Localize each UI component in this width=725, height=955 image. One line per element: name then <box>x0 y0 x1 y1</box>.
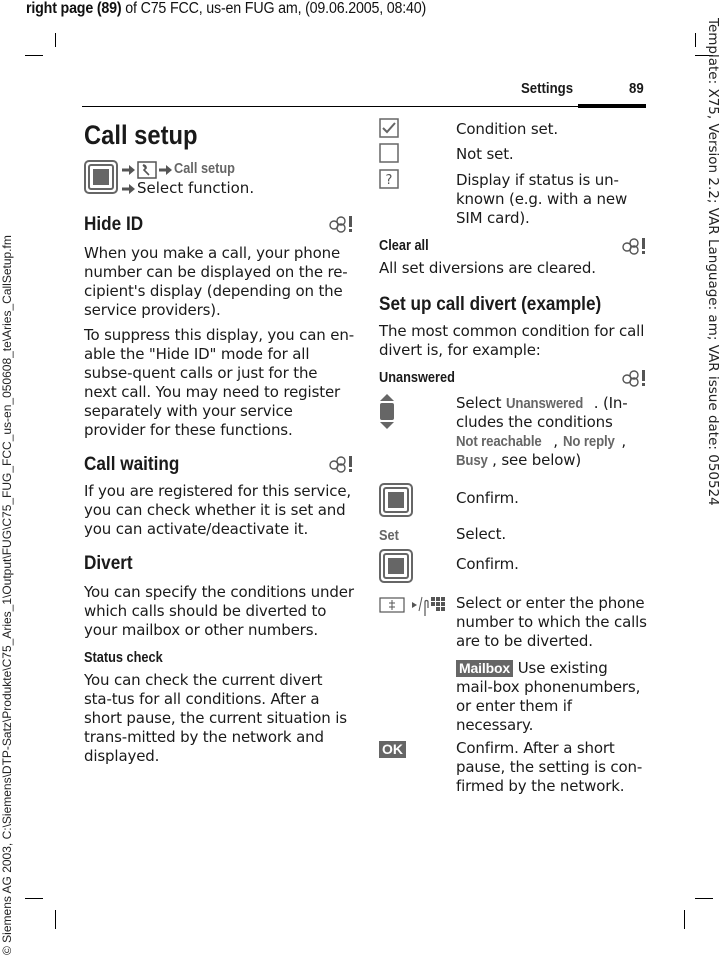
heading-divert: Divert <box>84 552 133 574</box>
checkbox-unknown-icon <box>379 169 399 189</box>
checkbox-checked-icon <box>379 118 399 138</box>
legend-row: ? Display if status is un-known (e.g. with a new SIM card). <box>379 169 647 228</box>
crop-mark <box>25 898 43 899</box>
network-service-icon <box>619 236 649 256</box>
heading-hide-id: Hide ID <box>84 212 354 236</box>
nav-center-key-icon <box>379 483 413 517</box>
crop-mark <box>55 33 56 47</box>
softkey-mailbox: Mailbox <box>456 660 513 677</box>
left-column <box>84 118 354 766</box>
heading-setup-example: Set up call divert (example) <box>379 293 602 315</box>
nav-instruction: Select function. <box>137 179 255 197</box>
legend-row: Not set. <box>379 143 647 169</box>
crop-mark <box>55 910 56 929</box>
crop-mark <box>684 910 685 929</box>
header-rule-accent <box>578 104 646 108</box>
arrow-right-icon <box>122 164 135 176</box>
print-job-header: right page (89) of C75 FCC, us-en FUG am, (09.06.2005, 08:40) <box>26 0 427 17</box>
softkey-set: Set <box>379 528 399 544</box>
settings-wrench-icon <box>137 161 157 179</box>
status-check-paragraph: You can check the current divert sta-tus for all conditions. After a short pause, the current situation is trans-mitted by the network and displayed. <box>84 671 347 765</box>
step-row: Select Unanswered . (In-cludes the conditions Not reachable , No reply , Busy , see below) <box>379 394 647 470</box>
step-row: Confirm. <box>379 549 647 587</box>
phonebook-or-keypad-icon <box>379 594 447 618</box>
call-waiting-paragraph: If you are registered for this service, you can check whether it is set and you can activate/deactivate it. <box>84 482 352 538</box>
page-title: Call setup <box>84 120 198 150</box>
step-row: Select or enter the phone number to which the calls are to be diverted. <box>379 594 647 651</box>
step-row: Mailbox Use existing mail-box phonenumbers, or enter them if necessary. <box>456 659 641 734</box>
menu-option-unanswered: Unanswered <box>506 395 584 412</box>
nav-center-key-icon <box>379 549 413 583</box>
menu-option-busy: Busy <box>456 452 488 469</box>
heading-status-check: Status check <box>84 650 163 666</box>
network-service-icon <box>326 454 356 474</box>
heading-unanswered: Unanswered <box>379 368 647 388</box>
copyright-file-path: © Siemens AG 2003, C:\Siemens\DTP-Satz\Produkte\C75_Aries_1\Output\FUG\C75_FUG_FCC_us-en_050608_te\Aries_CallSetup.fm <box>0 235 14 955</box>
page-number: 89 <box>629 80 644 97</box>
header-rule <box>82 106 646 107</box>
navigation-path <box>84 160 354 198</box>
step-row: Set Select. <box>379 525 506 544</box>
legend-row: Condition set. <box>379 118 647 143</box>
nav-center-key-icon <box>84 160 118 198</box>
template-info: Template: X75, Version 2.2; VAR Language: am; VAR issue date: 050524 <box>705 18 721 506</box>
hide-id-paragraph-2: To suppress this display, you can en-able the "Hide ID" mode for all subse-quent calls or just for the next call. You may need to register separately with your service provider for these functions. <box>84 326 354 439</box>
step-row: Confirm. <box>379 483 647 521</box>
step-row: OK Confirm. After a short pause, the setting is con-firmed by the network. <box>379 739 647 796</box>
hide-id-paragraph-1: When you make a call, your phone number can be displayed on the re-cipient's display (depending on the service providers). <box>84 244 348 319</box>
crop-mark <box>695 33 696 47</box>
arrow-right-icon <box>122 183 135 195</box>
network-service-icon <box>326 214 356 234</box>
svg-text:?: ? <box>385 173 393 188</box>
arrow-right-icon <box>159 164 172 176</box>
softkey-ok: OK <box>379 741 406 758</box>
crop-mark <box>695 898 713 899</box>
right-column <box>379 118 647 796</box>
setup-example-paragraph: The most common condition for call divert is, for example: <box>379 322 645 359</box>
menu-option-no-reply: No reply <box>562 433 615 450</box>
menu-option-not-reachable: Not reachable <box>456 433 542 450</box>
network-service-icon <box>619 368 649 388</box>
divert-paragraph: You can specify the conditions under which calls should be diverted to your mailbox or other numbers. <box>84 583 354 639</box>
nav-updown-key-icon <box>379 394 395 430</box>
checkbox-empty-icon <box>379 143 399 163</box>
clear-all-paragraph: All set diversions are cleared. <box>379 259 596 277</box>
crop-mark <box>25 55 43 56</box>
heading-call-waiting: Call waiting <box>84 452 354 476</box>
section-title: Settings <box>521 80 574 97</box>
heading-clear-all: Clear all <box>379 236 647 256</box>
menu-item-call-setup: Call setup <box>174 161 235 177</box>
